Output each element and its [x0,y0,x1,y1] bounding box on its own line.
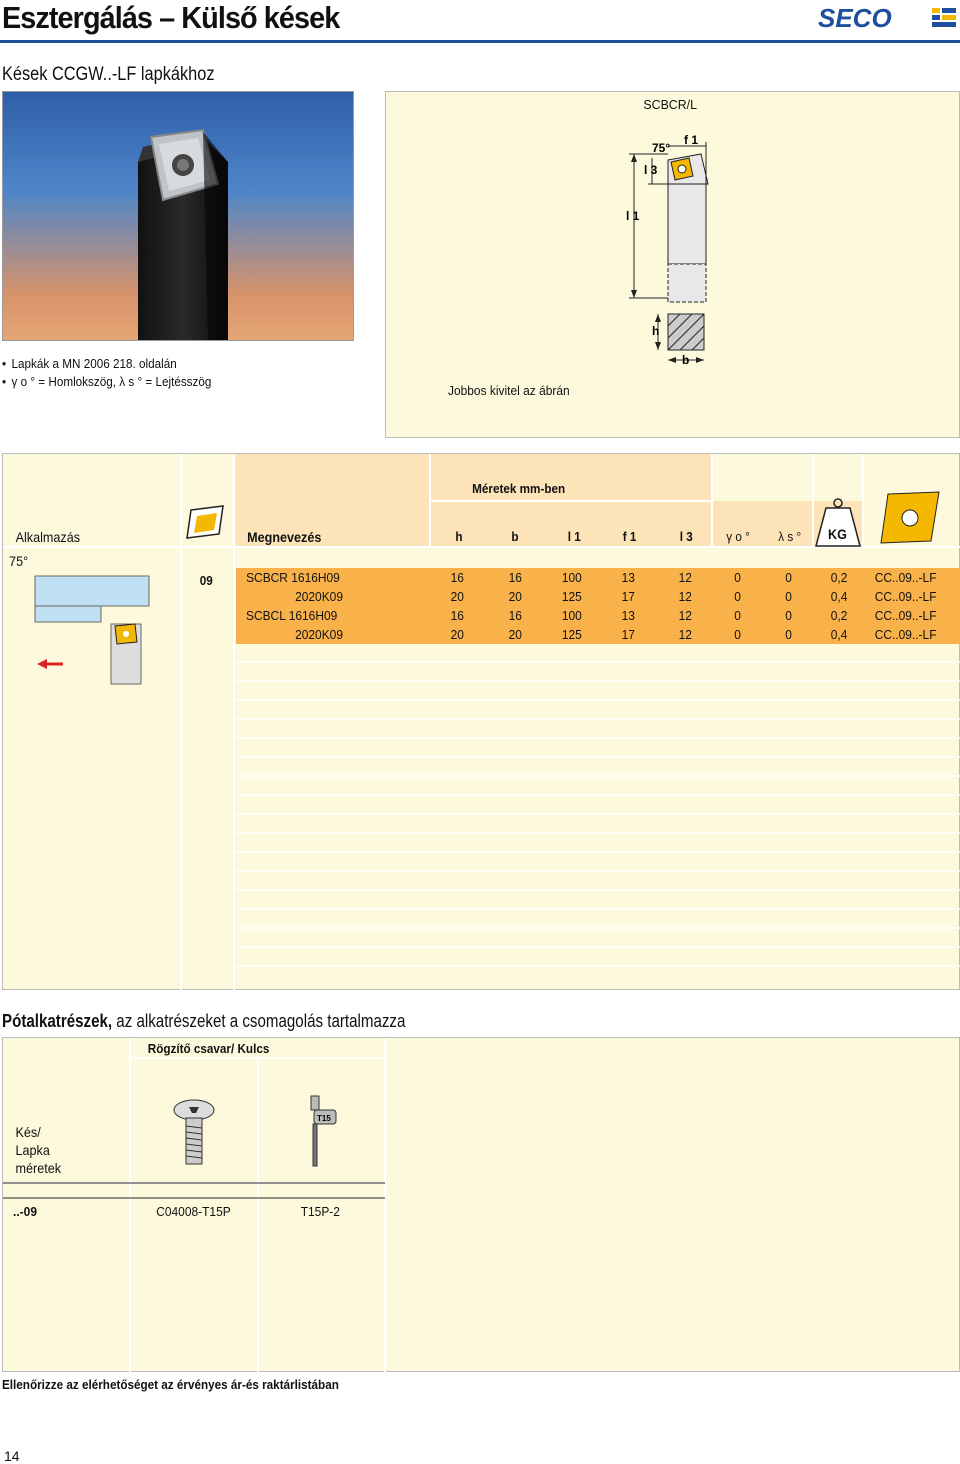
cell-designation: SCBCR 1616H09 [246,570,340,585]
table-row [236,587,960,606]
spare-key: T15P-2 [300,1204,340,1219]
cell-h: 20 [450,627,464,642]
cell-f1: 13 [621,570,635,585]
note-item [2,373,211,391]
key-tag: T15 [317,1114,331,1123]
b-label: b [682,353,690,367]
spare-size: ..-09 [13,1204,37,1219]
cell-lambda: 0 [785,608,792,623]
cell-insert: CC..09..-LF [874,589,937,604]
spare-parts-table [2,1037,960,1372]
cell-f1: 17 [621,627,635,642]
cell-b: 16 [508,570,522,585]
col-h: h [455,529,463,544]
section-title: Kések CCGW..-LF lapkákhoz [2,64,215,85]
availability-note: Ellenőrizze az elérhetőséget az érvényes ár-és raktárlistában [2,1377,339,1392]
bullet: • [2,374,7,389]
cell-f1: 17 [621,589,635,604]
cell-l1: 100 [561,570,582,585]
h-label: h [652,324,660,338]
cell-designation: 2020K09 [295,589,343,604]
col-kg: KG [828,526,847,542]
cell-designation: 2020K09 [295,627,343,642]
cell-insert: CC..09..-LF [874,627,937,642]
drawing-code: SCBCR/L [643,97,697,112]
cell-gamma: 0 [734,589,741,604]
table-row [236,625,960,644]
cell-designation: SCBCL 1616H09 [245,608,338,623]
cell-gamma: 0 [734,627,741,642]
col-designation: Megnevezés [247,529,322,545]
cell-insert: CC..09..-LF [874,608,937,623]
col-application: Alkalmazás [15,529,81,545]
angle-label: 75° [652,141,671,155]
cell-kg: 0,2 [830,570,848,585]
notes [2,355,211,391]
col-lambda: λ s ° [778,529,802,544]
page-title: Esztergálás – Külső kések [2,0,340,35]
cell-l1: 125 [561,589,582,604]
col-f1: f 1 [622,529,637,544]
cell-h: 20 [450,589,464,604]
l3-label: l 3 [644,163,658,177]
table-grid [3,454,960,991]
cell-l3: 12 [678,627,692,642]
brand-logo-text: SECO [818,4,892,32]
drawing-caption: Jobbos kivitel az ábrán [448,383,570,398]
cell-l3: 12 [678,608,692,623]
col-l1: l 1 [567,529,581,544]
table-row [236,568,960,587]
l1-label: l 1 [626,209,640,223]
spare-title-rest: az alkatrészeket a csomagolás tartalmazza [112,1011,406,1031]
cell-kg: 0,4 [830,589,848,604]
cell-gamma: 0 [734,570,741,585]
note-text: γ o ° = Homlokszög, λ s ° = Lejtésszög [11,374,212,389]
cell-lambda: 0 [785,627,792,642]
spare-group-header: Rögzítő csavar/ Kulcs [147,1041,270,1056]
cell-kg: 0,2 [830,608,848,623]
technical-drawing-panel [385,91,960,438]
page-number: 14 [4,1448,20,1464]
cell-b: 20 [508,589,522,604]
spare-title-bold: Pótalkatrészek, [2,1011,113,1031]
insert-shape-icon [187,506,223,538]
angle-75: 75° [9,553,29,569]
cell-b: 16 [508,608,522,623]
col-gamma: γ o ° [726,529,750,544]
tool-holder-photo-icon [3,92,354,341]
screw-icon [174,1100,214,1164]
f1-label: f 1 [684,133,699,147]
spare-grid [3,1038,960,1373]
col-b: b [511,529,519,544]
insert-size: 09 [199,573,213,588]
table-row [236,606,960,625]
spare-screw: C04008-T15P [156,1204,231,1219]
group-header-dimensions: Méretek mm-ben [472,481,566,496]
col-l3: l 3 [679,529,693,544]
product-table [2,453,960,990]
cell-l3: 12 [678,570,692,585]
note-text: Lapkák a MN 2006 218. oldalán [11,356,177,371]
torx-key-icon [311,1096,336,1166]
tool-photo [2,91,354,341]
cell-h: 16 [450,570,464,585]
spare-row-header: Kés/ Lapka méretek [15,1124,62,1176]
cell-b: 20 [508,627,522,642]
cell-l1: 100 [561,608,582,623]
cell-lambda: 0 [785,589,792,604]
cell-kg: 0,4 [830,627,848,642]
application-drawing-icon [35,576,149,684]
insert-icon [881,492,939,543]
cell-f1: 13 [621,608,635,623]
cell-l3: 12 [678,589,692,604]
cell-lambda: 0 [785,570,792,585]
cell-gamma: 0 [734,608,741,623]
title-rule [0,40,960,43]
seco-logo [818,4,960,32]
cell-h: 16 [450,608,464,623]
cell-l1: 125 [561,627,582,642]
cell-insert: CC..09..-LF [874,570,937,585]
note-item [2,355,211,373]
spare-parts-title [2,1011,405,1032]
bullet: • [2,356,7,371]
